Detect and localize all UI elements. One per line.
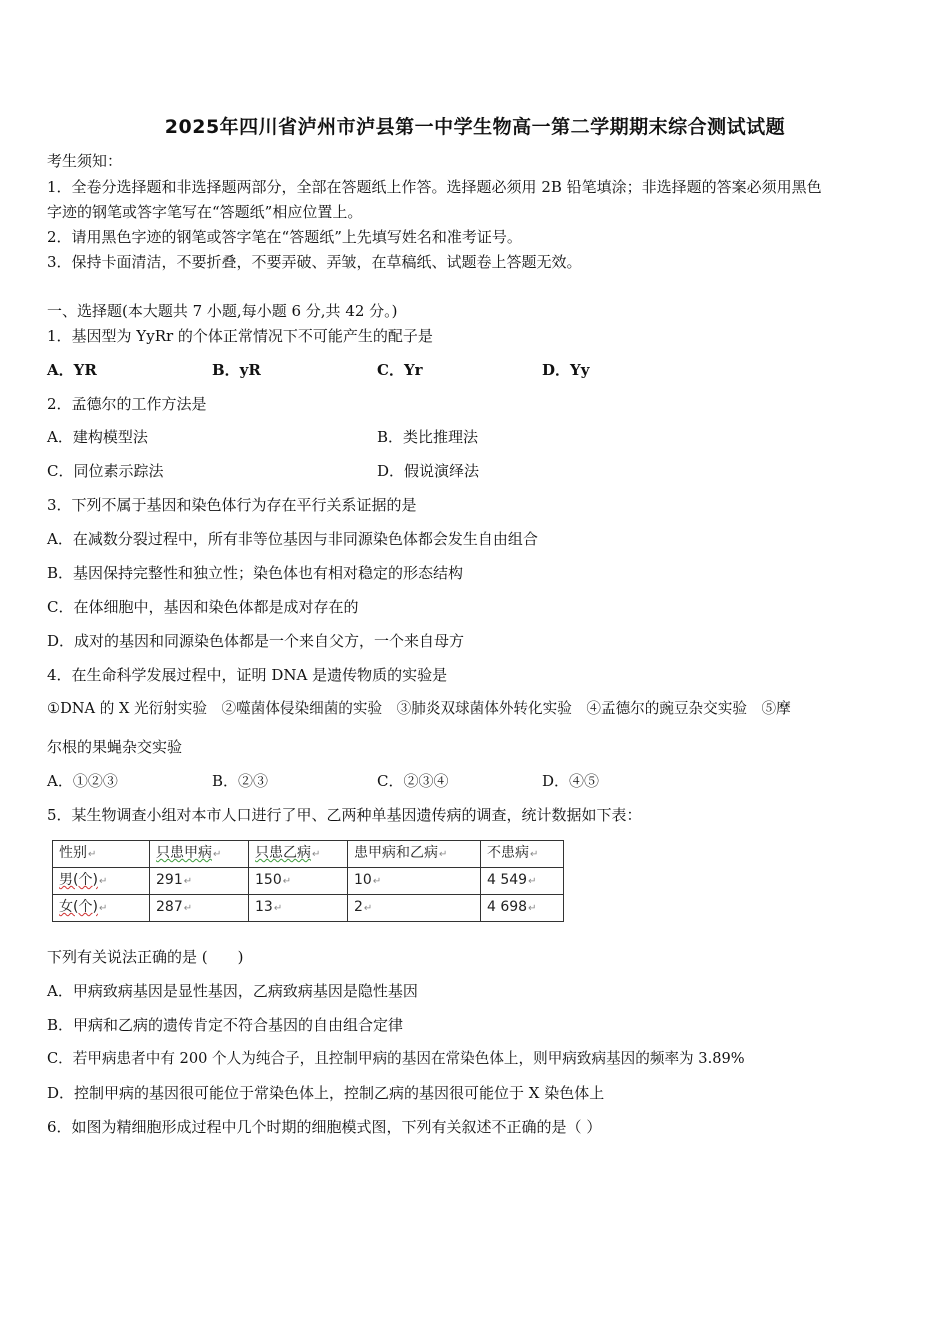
- q4-stem: 4．在生命科学发展过程中，证明 DNA 是遗传物质的实验是: [47, 666, 448, 684]
- notice-heading: 考生须知：: [47, 152, 123, 170]
- table-row: [53, 895, 564, 922]
- table-cell: 男(个)↵: [53, 868, 150, 895]
- table-header-cell: 性别↵: [53, 841, 150, 868]
- survey-table: [52, 840, 564, 922]
- q5-question: 下列有关说法正确的是 ( ): [47, 948, 244, 966]
- q4-items-line-2: 尔根的果蝇杂交实验: [47, 738, 183, 756]
- q2-option-c[interactable]: C．同位素示踪法: [47, 462, 164, 480]
- q2-stem: 2．孟德尔的工作方法是: [47, 395, 207, 413]
- q3-stem: 3．下列不属于基因和染色体行为存在平行关系证据的是: [47, 496, 417, 514]
- q5-option-a[interactable]: A．甲病致病基因是显性基因，乙病致病基因是隐性基因: [47, 982, 418, 1000]
- table-header-cell: 患甲病和乙病↵: [348, 841, 481, 868]
- q1-option-b[interactable]: B．yR: [212, 361, 261, 379]
- q4-items-line-1: ①DNA 的 X 光衍射实验 ②噬菌体侵染细菌的实验 ③肺炎双球菌体外转化实验 ④孟德尔的豌豆杂交实验 ⑤摩: [47, 700, 791, 717]
- q4-option-b[interactable]: B．②③: [212, 772, 269, 790]
- notice-item-1-line-1: 1．全卷分选择题和非选择题两部分，全部在答题纸上作答。选择题必须用 2B 铅笔填涂；非选择题的答案必须用黑色: [47, 178, 822, 196]
- notice-item-2: 2．请用黑色字迹的钢笔或答字笔在“答题纸”上先填写姓名和准考证号。: [47, 228, 522, 246]
- table-cell: 2↵: [348, 895, 481, 922]
- q3-option-c[interactable]: C．在体细胞中，基因和染色体都是成对存在的: [47, 598, 359, 616]
- table-cell: 10↵: [348, 868, 481, 895]
- table-header-cell: 只患乙病↵: [249, 841, 348, 868]
- q6-stem: 6．如图为精细胞形成过程中几个时期的细胞模式图，下列有关叙述不正确的是（ ）: [47, 1118, 602, 1136]
- table-cell: 291↵: [150, 868, 249, 895]
- q3-option-a[interactable]: A．在减数分裂过程中，所有非等位基因与非同源染色体都会发生自由组合: [47, 530, 538, 548]
- q4-option-c[interactable]: C．②③④: [377, 772, 449, 790]
- table-header-cell: 不患病↵: [481, 841, 564, 868]
- table-cell: 4 549↵: [481, 868, 564, 895]
- page-title: 2025年四川省泸州市泸县第一中学生物高一第二学期期末综合测试试题: [164, 116, 786, 138]
- q1-option-a[interactable]: A．YR: [47, 361, 97, 379]
- table-cell: 女(个)↵: [53, 895, 150, 922]
- q5-option-b[interactable]: B．甲病和乙病的遗传肯定不符合基因的自由组合定律: [47, 1016, 404, 1034]
- q5-stem: 5．某生物调查小组对本市人口进行了甲、乙两种单基因遗传病的调查，统计数据如下表：: [47, 806, 642, 824]
- q3-option-d[interactable]: D．成对的基因和同源染色体都是一个来自父方，一个来自母方: [47, 632, 465, 650]
- section-heading: 一、选择题(本大题共 7 小题,每小题 6 分,共 42 分。): [47, 302, 398, 320]
- table-cell: 287↵: [150, 895, 249, 922]
- q2-option-d[interactable]: D．假说演绎法: [377, 462, 480, 480]
- table-row: [53, 868, 564, 895]
- q1-option-c[interactable]: C．Yr: [377, 361, 423, 379]
- q1-option-d[interactable]: D．Yy: [542, 361, 590, 379]
- table-cell: 150↵: [249, 868, 348, 895]
- table-header-cell: 只患甲病↵: [150, 841, 249, 868]
- table-cell: 13↵: [249, 895, 348, 922]
- q4-option-d[interactable]: D．④⑤: [542, 772, 600, 790]
- notice-item-3: 3．保持卡面清洁，不要折叠，不要弄破、弄皱，在草稿纸、试题卷上答题无效。: [47, 253, 582, 271]
- table-cell: 4 698↵: [481, 895, 564, 922]
- q5-option-d[interactable]: D．控制甲病的基因很可能位于常染色体上，控制乙病的基因很可能位于 X 染色体上: [47, 1084, 605, 1102]
- notice-item-1-line-2: 字迹的钢笔或答字笔写在“答题纸”相应位置上。: [47, 203, 363, 221]
- table-header-row: [53, 841, 564, 868]
- q2-option-b[interactable]: B．类比推理法: [377, 428, 479, 446]
- q2-option-a[interactable]: A．建构模型法: [47, 428, 148, 446]
- q4-option-a[interactable]: A．①②③: [47, 772, 118, 790]
- q1-stem: 1．基因型为 YyRr 的个体正常情况下不可能产生的配子是: [47, 327, 433, 345]
- q5-option-c[interactable]: C．若甲病患者中有 200 个人为纯合子，且控制甲病的基因在常染色体上，则甲病致病基因的频率为 3.89%: [47, 1050, 745, 1067]
- q3-option-b[interactable]: B．基因保持完整性和独立性；染色体也有相对稳定的形态结构: [47, 564, 464, 582]
